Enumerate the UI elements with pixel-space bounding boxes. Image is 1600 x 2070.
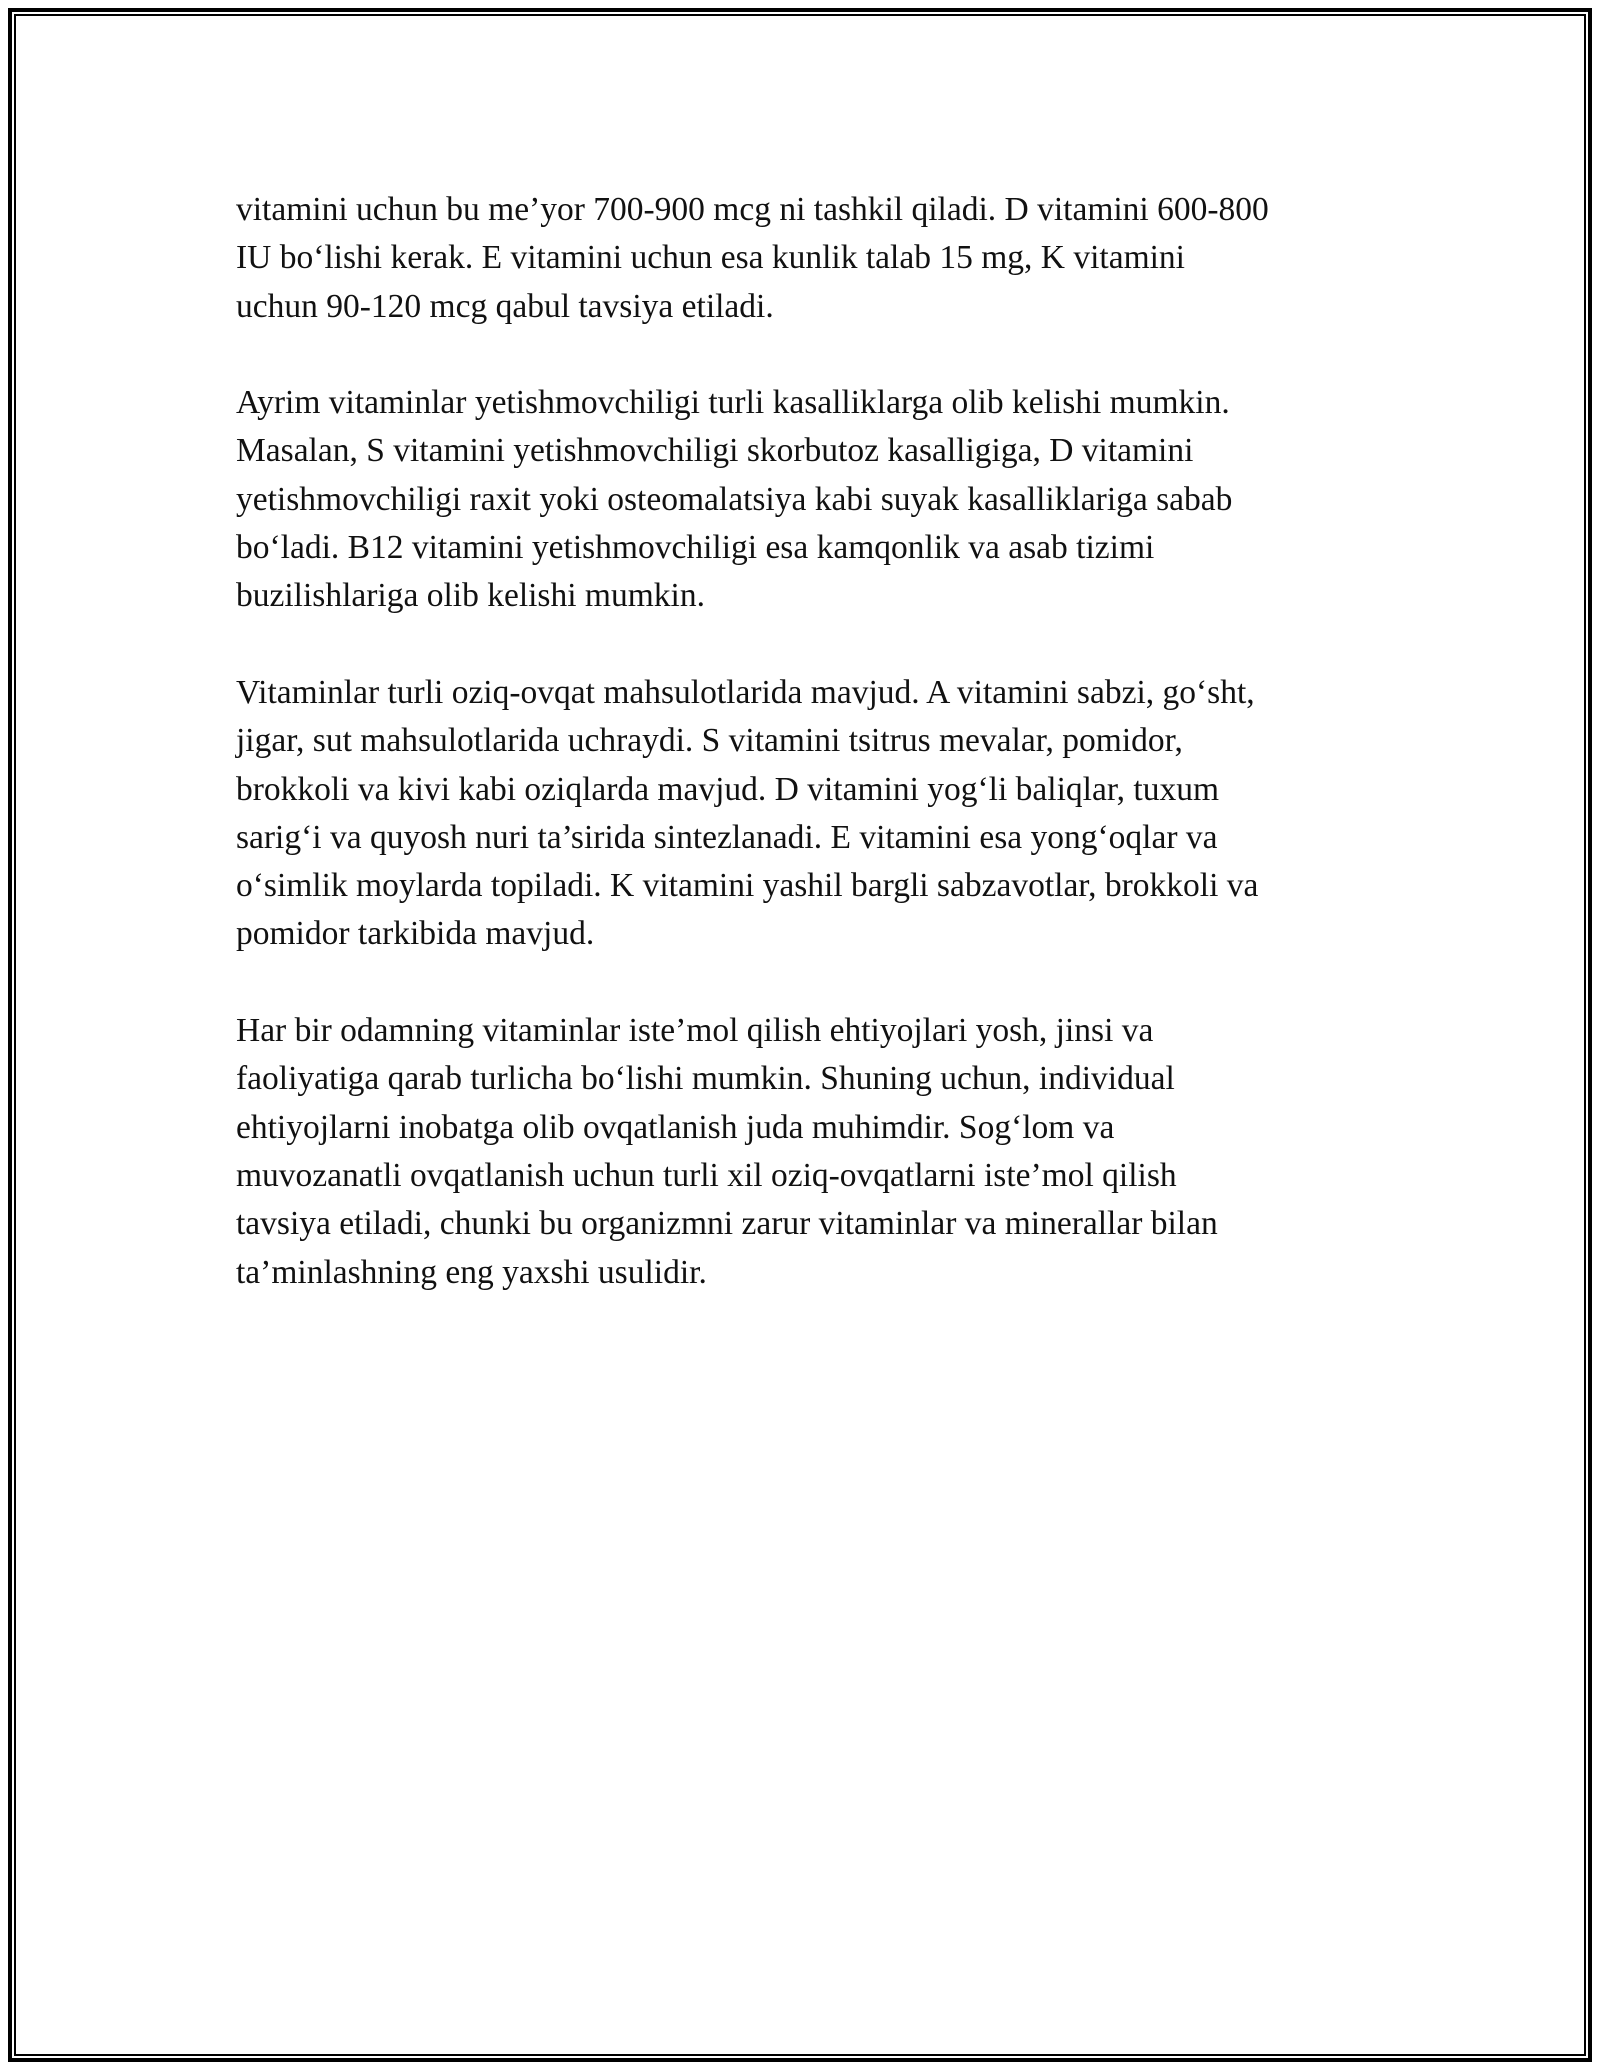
text-line: yetishmovchiligi raxit yoki osteomalatsiya kabi suyak kasalliklariga sabab (236, 480, 1233, 518)
text-line: IU bo‘lishi kerak. E vitamini uchun esa kunlik talab 15 mg, K vitamini (236, 239, 1185, 277)
paragraph-individual-needs (236, 1007, 1376, 1297)
text-line: buzilishlariga olib kelishi mumkin. (236, 577, 705, 615)
text-line: ehtiyojlarni inobatga olib ovqatlanish juda muhimdir. Sog‘lom va (236, 1108, 1115, 1146)
text-line: sarig‘i va quyosh nuri ta’sirida sintezlanadi. E vitamini esa yong‘oqlar va (236, 818, 1218, 856)
text-line: o‘simlik moylarda topiladi. K vitamini yashil bargli sabzavotlar, brokkoli va (236, 867, 1259, 905)
text-line: faoliyatiga qarab turlicha bo‘lishi mumkin. Shuning uchun, individual (236, 1060, 1175, 1098)
text-line: bo‘ladi. B12 vitamini yetishmovchiligi esa kamqonlik va asab tizimi (236, 529, 1155, 567)
text-line: uchun 90-120 mcg qabul tavsiya etiladi. (236, 287, 774, 325)
paragraph-vitamin-sources (236, 669, 1376, 959)
text-line: Masalan, S vitamini yetishmovchiligi skorbutoz kasalligiga, D vitamini (236, 432, 1194, 470)
text-line: Har bir odamning vitaminlar iste’mol qilish ehtiyojlari yosh, jinsi va (236, 1012, 1154, 1050)
paragraph-vitamin-norms (236, 186, 1376, 331)
text-line: brokkoli va kivi kabi oziqlarda mavjud. D vitamini yog‘li baliqlar, tuxum (236, 770, 1219, 808)
text-line: jigar, sut mahsulotlarida uchraydi. S vitamini tsitrus mevalar, pomidor, (236, 722, 1183, 760)
document-body (236, 186, 1376, 1345)
text-line: tavsiya etiladi, chunki bu organizmni zarur vitaminlar va minerallar bilan (236, 1205, 1218, 1243)
text-line: Vitaminlar turli oziq-ovqat mahsulotlarida mavjud. A vitamini sabzi, go‘sht, (236, 673, 1255, 711)
text-line: ta’minlashning eng yaxshi usulidir. (236, 1253, 707, 1291)
text-line: Ayrim vitaminlar yetishmovchiligi turli kasalliklarga olib kelishi mumkin. (236, 384, 1230, 422)
text-line: pomidor tarkibida mavjud. (236, 915, 595, 953)
paragraph-vitamin-deficiency (236, 379, 1376, 620)
text-line: vitamini uchun bu me’yor 700-900 mcg ni tashkil qiladi. D vitamini 600-800 (236, 191, 1269, 228)
text-line: muvozanatli ovqatlanish uchun turli xil oziq-ovqatlarni iste’mol qilish (236, 1156, 1177, 1194)
